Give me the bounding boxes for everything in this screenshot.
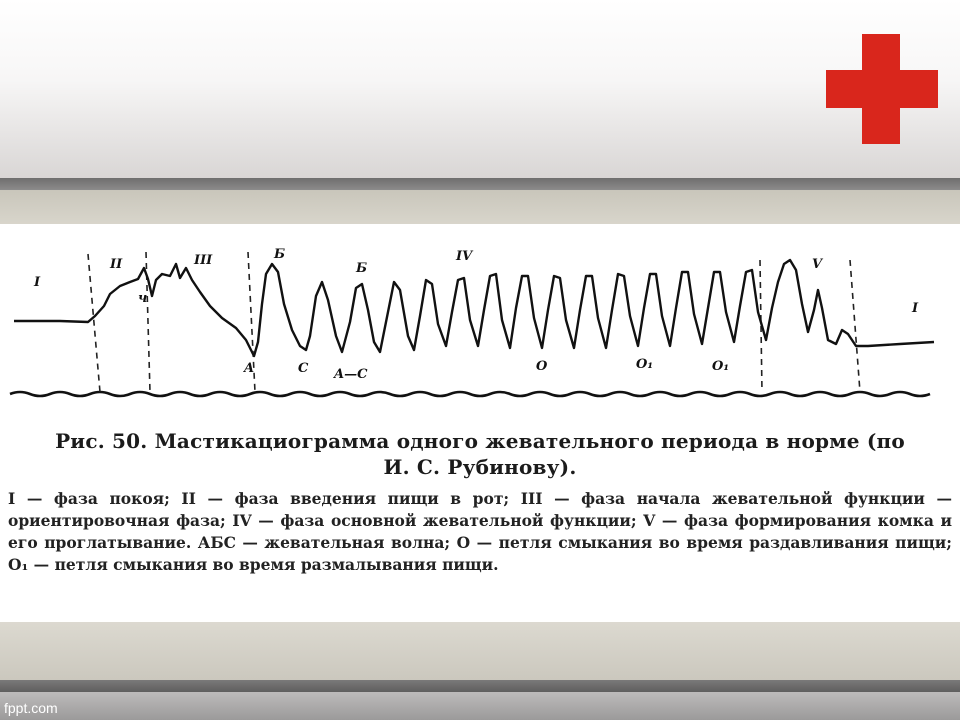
point-label-o: O — [536, 359, 548, 374]
phase-label-ii: II — [110, 257, 123, 272]
caption-title-line2: И. С. Рубинову). — [383, 455, 577, 479]
phase-label-iv: IV — [456, 249, 473, 264]
point-label-a-c: A—C — [334, 367, 368, 382]
divider-bar-bottom — [0, 680, 960, 692]
red-cross-icon — [0, 0, 960, 178]
footer-credit: fppt.com — [4, 700, 58, 716]
time-marker-line — [10, 392, 930, 396]
point-label-o1-a: O₁ — [636, 357, 654, 372]
point-label-b-first: Б — [274, 247, 286, 262]
point-label-a: A — [244, 361, 255, 376]
point-label-c: C — [298, 361, 309, 376]
beige-band-top — [0, 190, 960, 224]
point-label-ch: ч — [138, 291, 148, 306]
phase-label-i-left: I — [34, 275, 41, 290]
caption-body: I — фаза покоя; II — фаза введения пищи в рот; III — фаза начала жевательной функции — ориентировочная фаза; IV — фаза основной жевательной функции; V — фаза формирования комка и его проглатывание. АБС — жевательная волна; O — петля смыкания во время раздавливания пищи; O₁ — петля смыкания во время размалывания пищи. — [8, 489, 952, 574]
point-label-o1-b: O₁ — [712, 359, 730, 374]
figure-caption — [8, 428, 952, 576]
phase-label-iii: III — [194, 253, 213, 268]
masticatiogram — [0, 224, 960, 424]
caption-title-line1: Рис. 50. Мастикациограмма одного жевательного периода в норме (по — [55, 429, 905, 453]
beige-band-bottom — [0, 622, 960, 680]
footer-band — [0, 692, 960, 720]
phase-label-v: V — [812, 257, 823, 272]
phase-label-i-right: I — [912, 301, 919, 316]
caption-title — [8, 428, 952, 480]
point-label-b-second: Б — [356, 261, 368, 276]
phase-dividers — [88, 252, 860, 392]
divider-bar-top — [0, 178, 960, 190]
waveform-trace — [14, 260, 934, 356]
